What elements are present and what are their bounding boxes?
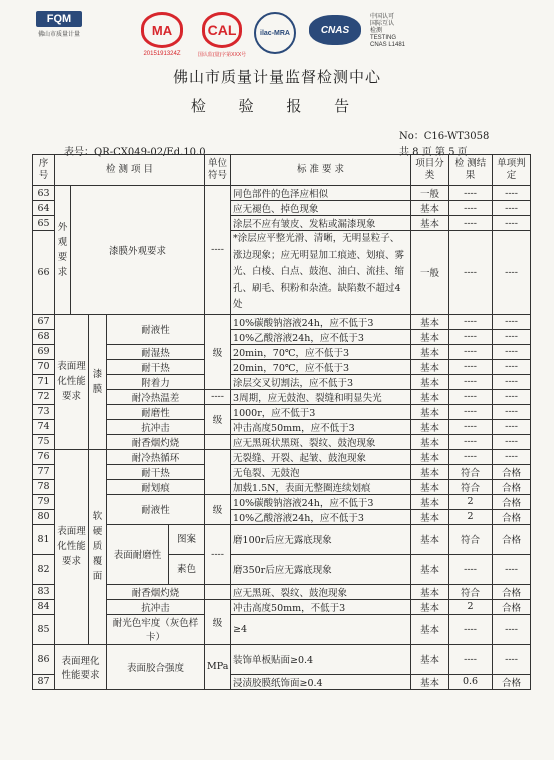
cell-result: ---- bbox=[449, 419, 493, 434]
cell-no: 75 bbox=[33, 434, 55, 449]
cell-no: 81 bbox=[33, 524, 55, 554]
cma-number: 2015191324Z bbox=[143, 51, 181, 57]
cell-class: 基本 bbox=[411, 329, 449, 344]
cell-class: 基本 bbox=[411, 599, 449, 614]
cell-requirement: 涂层不应有皱皮、发粘或漏漆现象 bbox=[231, 216, 411, 231]
cell-item: 表面胶合强度 bbox=[107, 644, 205, 689]
table-row bbox=[33, 314, 531, 329]
cell-requirement: 20min，70℃，应不低于3 bbox=[231, 344, 411, 359]
cell-judgement: 合格 bbox=[493, 509, 531, 524]
table-row bbox=[33, 449, 531, 464]
cell-judgement: ---- bbox=[493, 374, 531, 389]
unit-empty bbox=[205, 584, 231, 599]
cell-class: 基本 bbox=[411, 644, 449, 674]
cell-class: 基本 bbox=[411, 344, 449, 359]
cell-item: 表面耐磨性 bbox=[107, 524, 169, 584]
cell-no: 82 bbox=[33, 554, 55, 584]
group-surface-phys-3: 表面理化性能要求 bbox=[55, 644, 107, 689]
cell-class: 基本 bbox=[411, 494, 449, 509]
group-paint-film-appearance: 漆膜外观要求 bbox=[71, 186, 205, 315]
cell-no: 68 bbox=[33, 329, 55, 344]
cell-judgement: ---- bbox=[493, 329, 531, 344]
cell-requirement: 10%碳酸钠溶液24h，应不低于3 bbox=[231, 494, 411, 509]
cell-requirement: 同色部件的色泽应相似 bbox=[231, 186, 411, 201]
cell-no: 77 bbox=[33, 464, 55, 479]
unit-empty bbox=[205, 449, 231, 494]
cell-class: 基本 bbox=[411, 314, 449, 329]
page-info: 共 8 页 第 5 页 bbox=[399, 147, 468, 158]
cell-no: 73 bbox=[33, 404, 55, 419]
cell-requirement: *涂层应平整光滑、清晰，无明显粒子、涨边现象；应无明显加工痕迹、划痕、雾光、白棱、白点、鼓泡、油白、流挂、缩孔、刷毛、积粉和杂渣。缺陷数不超过4处 bbox=[231, 231, 411, 315]
cell-result: ---- bbox=[449, 201, 493, 216]
cell-class: 基本 bbox=[411, 374, 449, 389]
cell-result: ---- bbox=[449, 554, 493, 584]
cell-no: 85 bbox=[33, 614, 55, 644]
cell-result: ---- bbox=[449, 389, 493, 404]
cell-judgement: 合格 bbox=[493, 599, 531, 614]
cell-requirement: 无裂缝、开裂、起皱、鼓泡现象 bbox=[231, 449, 411, 464]
fqm-logo bbox=[36, 11, 82, 38]
unit-mpa: MPa bbox=[205, 644, 231, 689]
cell-judgement: 合格 bbox=[493, 584, 531, 599]
cnas-line: 中国认可 bbox=[370, 14, 395, 20]
group-soft-hard: 软硬质覆面 bbox=[89, 449, 107, 644]
fqm-logo-caption: 佛山市质量计量 bbox=[37, 31, 80, 38]
cell-item: 耐光色牢度（灰色样卡） bbox=[107, 614, 205, 644]
cnas-line: 国际互认 bbox=[370, 21, 395, 27]
header-unit: 单位符号 bbox=[205, 155, 231, 186]
cal-number: 国认监(量)字第XXX号 bbox=[197, 52, 247, 58]
table-row bbox=[33, 389, 531, 404]
header-class: 项目分类 bbox=[411, 155, 449, 186]
cell-class: 基本 bbox=[411, 554, 449, 584]
cell-judgement: ---- bbox=[493, 644, 531, 674]
cell-judgement: ---- bbox=[493, 449, 531, 464]
cell-item: 抗冲击 bbox=[107, 419, 205, 434]
cell-sub-item: 图案 bbox=[169, 524, 205, 554]
cell-judgement: ---- bbox=[493, 231, 531, 315]
cell-unit: ---- bbox=[205, 389, 231, 404]
cell-result: 2 bbox=[449, 599, 493, 614]
table-row bbox=[33, 584, 531, 599]
cell-class: 基本 bbox=[411, 201, 449, 216]
table-row bbox=[33, 614, 531, 644]
cell-no: 63 bbox=[33, 186, 55, 201]
table-row bbox=[33, 644, 531, 674]
cell-no: 78 bbox=[33, 479, 55, 494]
cell-requirement: 应无褪色、掉色现象 bbox=[231, 201, 411, 216]
cnas-line: 检测 bbox=[370, 28, 383, 34]
table-row bbox=[33, 524, 531, 554]
ilac-mark: ilac-MRA bbox=[254, 12, 296, 54]
cell-result: ---- bbox=[449, 614, 493, 644]
cell-item: 耐磨性 bbox=[107, 404, 205, 419]
cell-no: 74 bbox=[33, 419, 55, 434]
header-result: 检 测结 果 bbox=[449, 155, 493, 186]
cell-judgement: ---- bbox=[493, 404, 531, 419]
cell-requirement: 10%碳酸钠溶液24h，应不低于3 bbox=[231, 314, 411, 329]
cell-judgement: ---- bbox=[493, 434, 531, 449]
cell-class: 基本 bbox=[411, 614, 449, 644]
cell-no: 79 bbox=[33, 494, 55, 509]
cnas-mark: CNAS bbox=[309, 15, 361, 45]
header-judgement: 单项判定 bbox=[493, 155, 531, 186]
cell-class: 基本 bbox=[411, 216, 449, 231]
cell-requirement: 浸渍胶膜纸饰面≥0.4 bbox=[231, 674, 411, 689]
cnas-line: TESTING bbox=[370, 35, 397, 41]
cell-result: ---- bbox=[449, 314, 493, 329]
cell-result: ---- bbox=[449, 231, 493, 315]
cell-judgement: 合格 bbox=[493, 524, 531, 554]
cell-judgement: ---- bbox=[493, 314, 531, 329]
unit-level: 级 bbox=[205, 599, 231, 644]
cell-item: 耐干热 bbox=[107, 359, 205, 374]
cell-class: 基本 bbox=[411, 479, 449, 494]
table-row bbox=[33, 359, 531, 374]
form-number: 表号：QR-CX049-02/Ed.10.0 bbox=[64, 147, 206, 158]
cell-result: ---- bbox=[449, 329, 493, 344]
cell-requirement: 冲击高度50mm，应不低于3 bbox=[231, 419, 411, 434]
org-name: 佛山市质量计量监督检测中心 bbox=[172, 68, 381, 86]
report-title: 检 验 报 告 bbox=[190, 97, 364, 115]
cell-no: 80 bbox=[33, 509, 55, 524]
cell-judgement: ---- bbox=[493, 614, 531, 644]
cell-item: 耐干热 bbox=[107, 464, 205, 479]
unit-level: 级 bbox=[205, 494, 231, 524]
table-row bbox=[33, 344, 531, 359]
cell-requirement: 10%乙酸溶液24h，应不低于3 bbox=[231, 509, 411, 524]
cell-judgement: ---- bbox=[493, 359, 531, 374]
cell-no: 71 bbox=[33, 374, 55, 389]
table-row bbox=[33, 464, 531, 479]
cell-requirement: 磨100r后应无露底现象 bbox=[231, 524, 411, 554]
cell-no: 72 bbox=[33, 389, 55, 404]
cell-requirement: 装饰单板贴面≥0.4 bbox=[231, 644, 411, 674]
cell-class: 基本 bbox=[411, 449, 449, 464]
cell-class: 一般 bbox=[411, 231, 449, 315]
cell-result: ---- bbox=[449, 344, 493, 359]
cell-requirement: 应无黑斑、裂纹、鼓泡现象 bbox=[231, 584, 411, 599]
cell-no: 69 bbox=[33, 344, 55, 359]
cell-requirement: 20min，70℃，应不低于3 bbox=[231, 359, 411, 374]
cell-sub-item: 素色 bbox=[169, 554, 205, 584]
cma-mark: MA bbox=[141, 12, 183, 48]
cell-judgement: 合格 bbox=[493, 479, 531, 494]
cell-judgement: ---- bbox=[493, 419, 531, 434]
cell-result: 0.6 bbox=[449, 674, 493, 689]
cell-result: ---- bbox=[449, 359, 493, 374]
cell-requirement: 涂层交叉切割法，应不低于3 bbox=[231, 374, 411, 389]
cell-item: 耐香烟灼烧 bbox=[107, 434, 205, 449]
cell-item: 附着力 bbox=[107, 374, 205, 389]
unit-dash: ---- bbox=[205, 186, 231, 315]
table-row bbox=[33, 404, 531, 419]
table-row bbox=[33, 434, 531, 449]
cell-requirement: 3周期，应无鼓泡、裂缝和明显失光 bbox=[231, 389, 411, 404]
table-header-row bbox=[33, 155, 531, 186]
cell-no: 70 bbox=[33, 359, 55, 374]
cnas-caption bbox=[370, 14, 405, 49]
cell-result: 2 bbox=[449, 509, 493, 524]
cell-result: 2 bbox=[449, 494, 493, 509]
cell-no: 66 bbox=[33, 231, 55, 315]
cell-no: 64 bbox=[33, 201, 55, 216]
cell-requirement: 磨350r后应无露底现象 bbox=[231, 554, 411, 584]
inspection-table bbox=[32, 154, 531, 690]
cell-result: ---- bbox=[449, 186, 493, 201]
cell-judgement: ---- bbox=[493, 344, 531, 359]
cell-item: 耐液性 bbox=[107, 494, 205, 524]
cell-judgement: 合格 bbox=[493, 674, 531, 689]
cell-item: 耐香烟灼烧 bbox=[107, 584, 205, 599]
cell-requirement: 冲击高度50mm，不低于3 bbox=[231, 599, 411, 614]
unit-dash: ---- bbox=[205, 524, 231, 584]
cell-result: ---- bbox=[449, 216, 493, 231]
cell-judgement: 合格 bbox=[493, 494, 531, 509]
cell-result: 符合 bbox=[449, 524, 493, 554]
cell-result: ---- bbox=[449, 374, 493, 389]
unit-empty bbox=[205, 434, 231, 449]
cell-item: 耐冷热循环 bbox=[107, 449, 205, 464]
group-paint-film: 漆膜 bbox=[89, 314, 107, 449]
table-row bbox=[33, 599, 531, 614]
cal-seal bbox=[196, 12, 248, 58]
cell-no: 67 bbox=[33, 314, 55, 329]
group-surface-phys-1: 表面理化性能要求 bbox=[55, 314, 89, 449]
table-row bbox=[33, 186, 531, 201]
cell-requirement: ≥4 bbox=[231, 614, 411, 644]
cell-item: 耐湿热 bbox=[107, 344, 205, 359]
cell-result: 符合 bbox=[449, 584, 493, 599]
fqm-logo-mark: FQM bbox=[36, 11, 82, 27]
ilac-seal bbox=[252, 12, 298, 54]
cell-no: 86 bbox=[33, 644, 55, 674]
cell-item: 抗冲击 bbox=[107, 599, 205, 614]
cell-judgement: ---- bbox=[493, 216, 531, 231]
header-requirement: 标 准 要 求 bbox=[231, 155, 411, 186]
cell-class: 基本 bbox=[411, 674, 449, 689]
cell-class: 基本 bbox=[411, 419, 449, 434]
cell-no: 65 bbox=[33, 216, 55, 231]
cell-class: 基本 bbox=[411, 464, 449, 479]
cell-judgement: ---- bbox=[493, 186, 531, 201]
table-row bbox=[33, 419, 531, 434]
cell-item: 耐冷热温差 bbox=[107, 389, 205, 404]
cell-requirement: 加载1.5N，表面无整圈连续划痕 bbox=[231, 479, 411, 494]
cell-class: 基本 bbox=[411, 389, 449, 404]
cell-requirement: 应无黑斑状黑斑、裂纹、鼓泡现象 bbox=[231, 434, 411, 449]
group-appearance: 外观要求 bbox=[55, 186, 71, 315]
cell-class: 基本 bbox=[411, 509, 449, 524]
unit-level: 级 bbox=[205, 314, 231, 389]
table-row bbox=[33, 494, 531, 509]
cell-class: 基本 bbox=[411, 524, 449, 554]
cell-result: ---- bbox=[449, 449, 493, 464]
cell-no: 83 bbox=[33, 584, 55, 599]
cell-class: 基本 bbox=[411, 434, 449, 449]
cell-result: 符合 bbox=[449, 479, 493, 494]
cell-result: ---- bbox=[449, 644, 493, 674]
cell-judgement: ---- bbox=[493, 554, 531, 584]
unit-level: 级 bbox=[205, 404, 231, 434]
cell-item: 耐划痕 bbox=[107, 479, 205, 494]
header-item: 检 测 项 目 bbox=[55, 155, 205, 186]
header-no: 序号 bbox=[33, 155, 55, 186]
cell-judgement: ---- bbox=[493, 389, 531, 404]
cell-class: 基本 bbox=[411, 584, 449, 599]
cell-class: 基本 bbox=[411, 404, 449, 419]
cell-class: 一般 bbox=[411, 186, 449, 201]
cma-seal bbox=[136, 12, 188, 57]
cell-judgement: ---- bbox=[493, 201, 531, 216]
cell-result: 符合 bbox=[449, 464, 493, 479]
cell-requirement: 10%乙酸溶液24h，应不低于3 bbox=[231, 329, 411, 344]
cal-mark: CAL bbox=[202, 12, 242, 48]
cnas-seal bbox=[305, 15, 365, 45]
table-row bbox=[33, 479, 531, 494]
table-row bbox=[33, 374, 531, 389]
group-surface-phys-2: 表面理化性能要求 bbox=[55, 449, 89, 644]
cnas-line: CNAS L1481 bbox=[370, 42, 406, 48]
report-number: No：C16-WT3058 bbox=[399, 131, 490, 142]
cell-requirement: 1000r，应不低于3 bbox=[231, 404, 411, 419]
cell-no: 76 bbox=[33, 449, 55, 464]
cell-no: 87 bbox=[33, 674, 55, 689]
cell-judgement: 合格 bbox=[493, 464, 531, 479]
cell-class: 基本 bbox=[411, 359, 449, 374]
cell-requirement: 无龟裂、无鼓泡 bbox=[231, 464, 411, 479]
cell-item: 耐液性 bbox=[107, 314, 205, 344]
cell-no: 84 bbox=[33, 599, 55, 614]
cell-result: ---- bbox=[449, 434, 493, 449]
cell-result: ---- bbox=[449, 404, 493, 419]
